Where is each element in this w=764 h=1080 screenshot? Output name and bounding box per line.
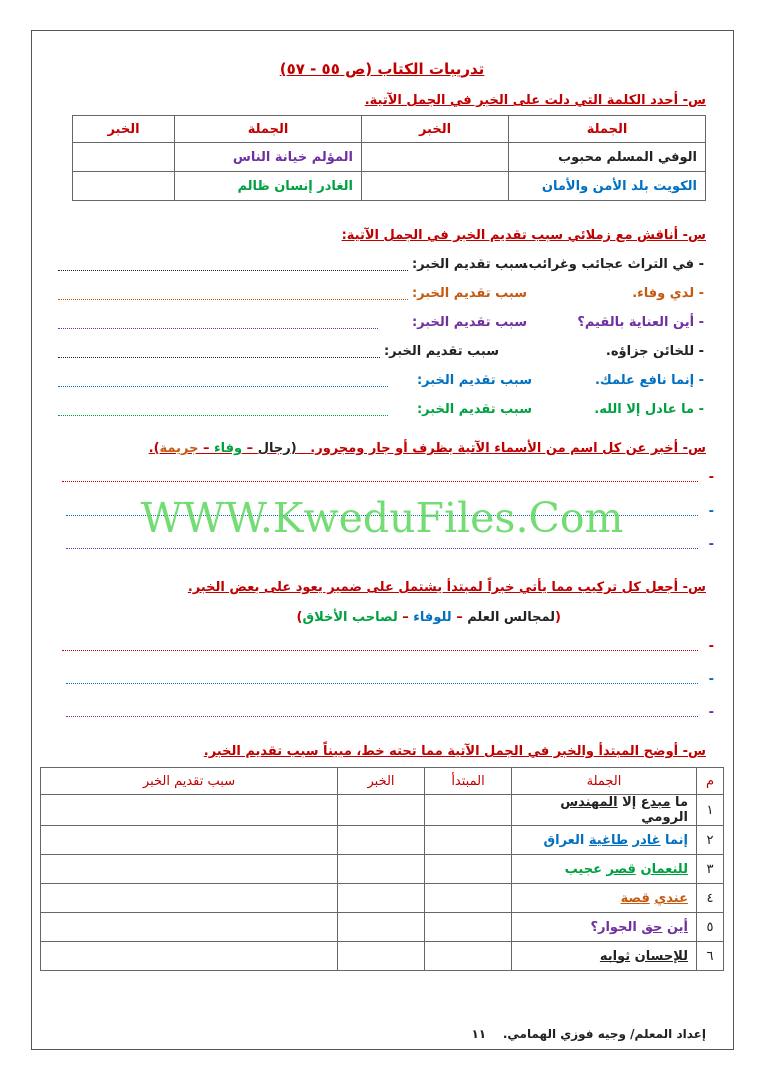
open-paren: (: [555, 610, 561, 625]
reason-label: سبب تقديم الخبر:: [411, 286, 527, 301]
answer-cell[interactable]: [73, 143, 175, 172]
discussion-sentence: - إنما نافع علمك.: [594, 373, 704, 388]
answer-line[interactable]: [66, 683, 698, 684]
row-number: ٥: [697, 913, 724, 942]
table-row: [41, 942, 724, 971]
table-row: [41, 826, 724, 855]
reason-cell[interactable]: [41, 795, 338, 826]
answer-line[interactable]: [58, 299, 408, 300]
watermark: WWW.KweduFiles.Com: [140, 494, 624, 542]
page-title: تدريبات الكتاب (ص ٥٥ - ٥٧): [279, 60, 485, 78]
predicate-cell[interactable]: [338, 855, 425, 884]
sentence-cell: الوفي المسلم محبوب: [509, 143, 706, 172]
answer-line[interactable]: [66, 548, 698, 549]
question-4-items: [297, 610, 561, 625]
table-row: [73, 172, 706, 201]
question-5-table: [40, 767, 724, 971]
sentence-cell: ما مبدع إلا المهندس الرومي: [512, 795, 697, 826]
reason-cell[interactable]: [41, 913, 338, 942]
item: للوفاء: [413, 610, 452, 625]
subject-cell[interactable]: [425, 795, 512, 826]
answer-line[interactable]: [62, 650, 698, 651]
table-row: [73, 143, 706, 172]
question-2-prompt: س- أناقش مع زملائي سبب تقديم الخبر في الجمل الآتية:: [341, 228, 706, 243]
answer-dash: -: [708, 672, 714, 687]
header-sentence: الجملة: [512, 768, 697, 795]
reason-label: سبب تقديم الخبر:: [416, 402, 532, 417]
footer: [471, 1027, 706, 1041]
footer-author: إعداد المعلم/ وجيه فوزي الهمامي.: [502, 1027, 706, 1041]
reason-cell[interactable]: [41, 884, 338, 913]
sentence-cell: للنعمان قصر عجيب: [512, 855, 697, 884]
question-3-prompt: [149, 441, 706, 456]
row-number: ٦: [697, 942, 724, 971]
reason-label: سبب تقديم الخبر:: [411, 257, 527, 272]
discussion-sentence: - ما عادل إلا الله.: [594, 402, 704, 417]
answer-line[interactable]: [58, 386, 388, 387]
answer-line[interactable]: [58, 328, 378, 329]
row-number: ٤: [697, 884, 724, 913]
answer-line[interactable]: [66, 716, 698, 717]
sentence-cell: المؤلم خيانة الناس: [175, 143, 362, 172]
question-3-text: س- أخبر عن كل اسم من الأسماء الآتية بظرف أو جار ومجرور.: [310, 441, 706, 456]
question-1-prompt: س- أحدد الكلمة التي دلت على الخبر في الجمل الآتية.: [364, 93, 706, 108]
sentence-cell: الكويت بلد الأمن والأمان: [509, 172, 706, 201]
close-paren: ).: [148, 441, 160, 456]
word-rijal: رجال: [257, 441, 291, 456]
item: لمجالس العلم: [467, 610, 556, 625]
question-1-table: [72, 115, 706, 201]
reason-label: سبب تقديم الخبر:: [411, 315, 527, 330]
table-row: [41, 913, 724, 942]
separator: –: [242, 441, 258, 456]
separator: –: [397, 610, 414, 625]
reason-cell[interactable]: [41, 855, 338, 884]
answer-dash: -: [708, 504, 714, 519]
table-row: [41, 795, 724, 826]
separator: –: [451, 610, 468, 625]
table-header-row: [73, 116, 706, 143]
header-reason: سبب تقديم الخبر: [41, 768, 338, 795]
header-sentence: الجملة: [509, 116, 706, 143]
subject-cell[interactable]: [425, 942, 512, 971]
answer-dash: -: [708, 537, 714, 552]
answer-dash: -: [708, 705, 714, 720]
header-predicate: الخبر: [338, 768, 425, 795]
sentence-cell: عندي قصة: [512, 884, 697, 913]
discussion-sentence: - في التراث عجائب وغرائب.: [523, 257, 704, 272]
answer-line[interactable]: [62, 481, 698, 482]
item: لصاحب الأخلاق: [302, 610, 398, 625]
answer-cell[interactable]: [73, 172, 175, 201]
table-row: [41, 855, 724, 884]
subject-cell[interactable]: [425, 913, 512, 942]
table-header-row: [41, 768, 724, 795]
row-number: ١: [697, 795, 724, 826]
open-paren: (: [290, 441, 297, 456]
header-sentence: الجملة: [175, 116, 362, 143]
page-number: ١١: [471, 1027, 487, 1041]
header-number: م: [697, 768, 724, 795]
answer-line[interactable]: [58, 357, 380, 358]
reason-label: سبب تقديم الخبر:: [383, 344, 499, 359]
subject-cell[interactable]: [425, 855, 512, 884]
subject-cell[interactable]: [425, 884, 512, 913]
table-row: [41, 884, 724, 913]
sentence-cell: أين حق الجوار؟: [512, 913, 697, 942]
word-wafa: وفاء: [214, 441, 243, 456]
reason-cell[interactable]: [41, 942, 338, 971]
answer-line[interactable]: [58, 415, 388, 416]
header-predicate: الخبر: [362, 116, 509, 143]
discussion-sentence: - لدي وفاء.: [632, 286, 704, 301]
reason-cell[interactable]: [41, 826, 338, 855]
reason-label: سبب تقديم الخبر:: [416, 373, 532, 388]
close-paren: ): [296, 610, 303, 625]
sentence-cell: إنما غادر طاغية العراق: [512, 826, 697, 855]
row-number: ٢: [697, 826, 724, 855]
question-5-prompt: س- أوضح المبتدأ والخبر في الجمل الآتية مما تحته خط، مبيناً سبب تقديم الخبر.: [203, 744, 706, 759]
header-predicate: الخبر: [73, 116, 175, 143]
sentence-cell: الغادر إنسان ظالم: [175, 172, 362, 201]
discussion-sentence: - للخائن جزاؤه.: [605, 344, 704, 359]
row-number: ٣: [697, 855, 724, 884]
predicate-cell[interactable]: [338, 795, 425, 826]
answer-cell[interactable]: [362, 143, 509, 172]
word-jarima: جريمة: [159, 441, 199, 456]
discussion-sentence: - أين العناية بالقيم؟: [577, 315, 704, 330]
answer-cell[interactable]: [362, 172, 509, 201]
sentence-cell: للإحسان ثوابه: [512, 942, 697, 971]
question-4-prompt: س- أجعل كل تركيب مما يأتي خبراً لمبتدأ يشتمل على ضمير يعود على بعض الخبر.: [187, 580, 706, 595]
predicate-cell[interactable]: [338, 826, 425, 855]
separator: –: [198, 441, 215, 456]
answer-line[interactable]: [58, 270, 408, 271]
answer-dash: -: [708, 639, 714, 654]
predicate-cell[interactable]: [338, 913, 425, 942]
answer-dash: -: [708, 470, 714, 485]
header-subject: المبتدأ: [425, 768, 512, 795]
subject-cell[interactable]: [425, 826, 512, 855]
predicate-cell[interactable]: [338, 942, 425, 971]
predicate-cell[interactable]: [338, 884, 425, 913]
